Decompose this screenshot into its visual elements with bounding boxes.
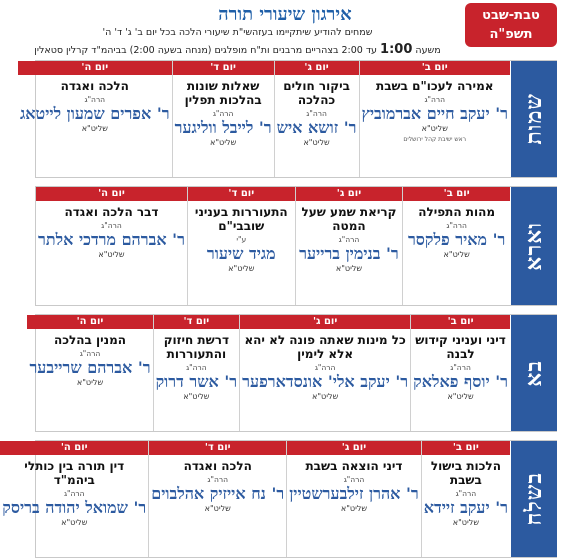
lesson-honorific: הרה"ג <box>101 221 122 230</box>
lesson-rabbi: ר' מאיר פלקסר <box>407 230 506 249</box>
lesson-day: יום ה' <box>0 441 148 455</box>
lesson-topic: שאלות שונות בהלכות תפלין <box>184 79 262 107</box>
lesson-day: יום ה' <box>18 61 172 75</box>
schedule-rest: עד 2:00 בצהריים מרבנים ות"ח מופלגים (מנחה בשעה 2:00) בביהמ"ד קרלין סטאלין <box>34 45 377 56</box>
lesson-day: יום ב' <box>360 61 511 75</box>
lesson-suffix: שליט"א <box>76 378 104 387</box>
lesson-cell <box>239 315 410 431</box>
lesson-day: יום ג' <box>275 61 359 75</box>
parsha-name: וארא <box>521 221 547 271</box>
lesson-topic: דבר הלכה ואגדה <box>64 205 159 219</box>
lesson-suffix: שליט"א <box>204 504 231 513</box>
lesson-day: יום ג' <box>287 441 421 455</box>
lesson-rabbi: ר' אשר דרוק <box>155 372 238 391</box>
lesson-topic: דיני הוצאה בשבת <box>305 459 403 473</box>
lesson-rabbi: ר' יעקב זיידא <box>423 498 508 517</box>
parsha-tab <box>511 441 557 557</box>
lesson-rabbi: ר' נח אייזיק אהלבוים <box>151 484 285 503</box>
lesson-cell <box>402 187 510 305</box>
page-header <box>5 0 565 58</box>
lesson-cell <box>359 61 511 177</box>
lesson-topic: כל מינות שאתה פונה לא יהא אלא לימין <box>244 333 406 361</box>
lesson-suffix: שליט"א <box>303 138 330 147</box>
date-badge-year: תשפ"ה <box>489 27 533 42</box>
lesson-day: יום ג' <box>296 187 403 201</box>
lesson-suffix: שליט"א <box>183 392 210 401</box>
lesson-suffix: שליט"א <box>61 518 88 527</box>
lesson-rabbi: ר' לייבל ווליגער <box>174 118 272 137</box>
lesson-cell <box>421 441 510 557</box>
lesson-suffix: שליט"א <box>340 504 368 513</box>
lesson-topic: הלכה ואגדה <box>60 79 129 93</box>
lesson-suffix: שליט"א <box>443 250 470 259</box>
week-block <box>35 186 557 306</box>
lesson-honorific: הרה"ג <box>450 363 471 372</box>
lesson-suffix: שליט"א <box>98 250 125 259</box>
lesson-day: יום ב' <box>422 441 510 455</box>
lesson-topic: אמירה לעכו"ם בשבת <box>376 79 494 93</box>
lesson-rabbi: ר' זושא איש <box>276 118 357 137</box>
lesson-rabbi: ר' אברהם מרדכי אלתר <box>38 230 185 249</box>
page-subtitle: שמחים להודיע שיתקיימו בעזהשי"ת שיעורי הלכה בכל יום ב' ג' ד' ה' <box>102 27 373 38</box>
lesson-cell <box>286 441 421 557</box>
lesson-honorific: הרה"ג <box>455 489 477 498</box>
lesson-honorific: הרה"ג <box>186 363 207 372</box>
lesson-cell <box>0 441 148 557</box>
lesson-cell <box>274 61 359 177</box>
lesson-topic: דיני ועניני קידוש לבנה <box>415 333 506 361</box>
schedule-time: 1:00 <box>380 42 413 57</box>
lesson-topic: המנין בהלכה <box>53 333 127 347</box>
lesson-suffix: שליט"א <box>312 392 339 401</box>
lesson-honorific: הרה"ג <box>338 235 360 244</box>
lesson-suffix: שליט"א <box>447 392 474 401</box>
lesson-day: יום ב' <box>411 315 510 329</box>
lesson-cell <box>295 187 403 305</box>
parsha-name: שמות <box>521 93 547 145</box>
lesson-cell <box>148 441 286 557</box>
lesson-topic: מהות התפילה <box>418 205 496 219</box>
lesson-rabbi: ר' יעקב חיים אברמוביץ <box>361 104 508 123</box>
lesson-rabbi: מגיד שיעור <box>206 244 276 263</box>
parsha-tab <box>511 315 557 431</box>
lesson-note: ראש ישיבת קהל ירושלים <box>403 136 467 143</box>
lesson-honorific: הרה"ג <box>79 349 101 358</box>
lesson-day: יום ד' <box>173 61 274 75</box>
lesson-honorific: הרה"ג <box>212 109 234 118</box>
week-block <box>29 314 557 432</box>
lesson-topic: התעוררות בעניני שובבי"ם <box>194 205 288 233</box>
lesson-day: יום ה' <box>27 315 152 329</box>
parsha-tab <box>511 187 557 305</box>
lesson-topic: ביקור חולים כהלכה <box>283 79 350 107</box>
lesson-rabbi: ר' אהרן זילבערשטיין <box>289 484 419 503</box>
lesson-day: יום ד' <box>188 187 295 201</box>
lesson-honorific: הרה"ג <box>314 363 336 372</box>
week-block <box>2 440 557 558</box>
parsha-name: בא <box>521 359 547 387</box>
page-title: אירגון שיעורי תורה <box>218 4 352 25</box>
lesson-topic: קריאת שמע שעל המטה <box>301 205 397 233</box>
lesson-cell <box>27 315 152 431</box>
schedule-prefix: משעה <box>415 45 441 56</box>
parsha-tab <box>511 61 557 177</box>
lesson-cell <box>172 61 274 177</box>
lesson-suffix: שליט"א <box>81 124 108 133</box>
lesson-columns <box>29 315 510 431</box>
parsha-name: בשלח <box>521 472 547 526</box>
lesson-rabbi: ר' שמואל יהודה בריסק <box>2 498 147 517</box>
lesson-rabbi: ר' יוסף פאלאק <box>413 372 508 391</box>
lesson-topic: הלכה ואגדה <box>183 459 252 473</box>
lesson-rabbi: ר' אברהם שרייבער <box>29 358 151 377</box>
lesson-columns <box>36 187 510 305</box>
date-badge-months: טבת-שבט <box>482 8 540 23</box>
lesson-topic: דין תורה בין כותלי ביהמ"ד <box>24 459 125 487</box>
lesson-honorific: הרה"ג <box>207 475 228 484</box>
lesson-honorific: הרה"ג <box>446 221 467 230</box>
lesson-rabbi: ר' בנימין ברייער <box>299 244 399 263</box>
lesson-rabbi: ר' אפרים שמעון לייטאג <box>19 104 170 123</box>
lesson-honorific: הרה"ג <box>84 95 106 104</box>
lesson-day: יום ג' <box>240 315 410 329</box>
lesson-columns <box>2 441 510 557</box>
lesson-topic: הלכות בישול בשבת <box>430 459 501 487</box>
lesson-cell <box>187 187 295 305</box>
week-block <box>19 60 557 178</box>
lesson-cell <box>36 187 187 305</box>
lesson-rabbi: ר' יעקב אלי' אונסדארפער <box>242 372 409 391</box>
lesson-suffix: שליט"א <box>452 518 479 527</box>
lesson-day: יום ד' <box>149 441 286 455</box>
lesson-cell <box>18 61 172 177</box>
lesson-day: יום ב' <box>403 187 510 201</box>
lesson-honorific: הרה"ג <box>306 109 327 118</box>
schedule-line <box>15 42 460 57</box>
lesson-suffix: שליט"א <box>210 138 237 147</box>
lesson-honorific: ע"י <box>236 235 247 244</box>
lesson-honorific: הרה"ג <box>424 95 446 104</box>
date-badge <box>465 3 557 47</box>
lesson-day: יום ה' <box>36 187 187 201</box>
lesson-day: יום ד' <box>154 315 240 329</box>
lesson-suffix: שליט"א <box>421 124 448 133</box>
lesson-suffix: שליט"א <box>228 264 255 273</box>
lesson-suffix: שליט"א <box>335 264 363 273</box>
lesson-honorific: הרה"ג <box>63 489 85 498</box>
lesson-columns <box>19 61 510 177</box>
lesson-topic: דרשת חיזוק והתעוררות <box>163 333 230 361</box>
lesson-cell <box>410 315 510 431</box>
lesson-honorific: הרה"ג <box>343 475 365 484</box>
lesson-cell <box>153 315 240 431</box>
